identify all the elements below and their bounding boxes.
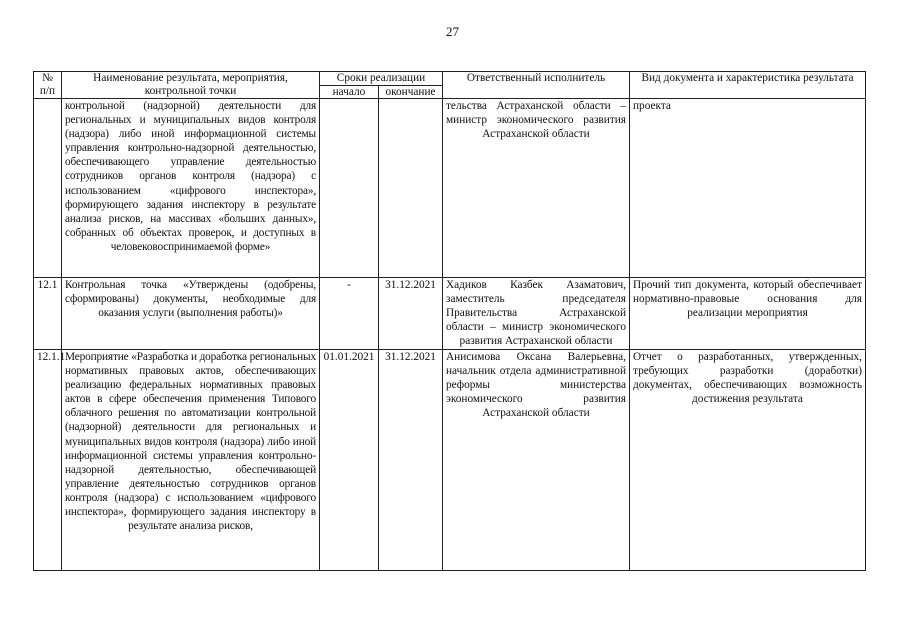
table-row <box>34 99 866 278</box>
cell-start: 01.01.2021 <box>320 350 379 571</box>
table-header <box>34 72 866 99</box>
header-doc-type: Вид документа и характеристика результата <box>630 72 866 99</box>
cell-end: 31.12.2021 <box>379 350 443 571</box>
cell-executor: тельства Астраханской области – министр экономического развития Астраханской области <box>443 99 630 278</box>
cell-num: 12.1 <box>34 278 62 350</box>
header-end: окончание <box>379 85 443 99</box>
cell-end: 31.12.2021 <box>379 278 443 350</box>
cell-doc-type: Прочий тип документа, который обеспечивает нормативно-правовые основания для реализации мероприятия <box>630 278 866 350</box>
plan-table <box>33 71 866 571</box>
cell-name: Контрольная точка «Утверждены (одобрены, сформированы) документы, необходимые для оказания услуги (выполнения работы)» <box>62 278 320 350</box>
cell-start: - <box>320 278 379 350</box>
table-row <box>34 278 866 350</box>
cell-executor: Анисимова Оксана Валерьевна, начальник отдела административной реформы министерства экономического развития Астраханской области <box>443 350 630 571</box>
header-terms: Сроки реализации <box>320 72 443 86</box>
table-row <box>34 350 866 571</box>
page-number: 27 <box>446 24 459 39</box>
cell-num <box>34 99 62 278</box>
header-num: № п/п <box>34 72 62 99</box>
header-name: Наименование результата, мероприятия, контрольной точки <box>62 72 320 99</box>
cell-doc-type: Отчет о разработанных, утвержденных, требующих разработки (доработки) документах, обеспечивающих возможность достижения результата <box>630 350 866 571</box>
cell-doc-type: проекта <box>630 99 866 278</box>
cell-end <box>379 99 443 278</box>
cell-start <box>320 99 379 278</box>
cell-name: контрольной (надзорной) деятельности для региональных и муниципальных видов контроля (надзора) либо иной информационной системы управления контрольно-надзорной деятельностью, обеспечивающего управление деятельностью сотрудников органов контроля (надзора) с использованием «цифрового инспектора», формирующего задания инспектору в результате анализа рисков, на массивах «больших данных», собранных об объектах проверок, и доступных в человековоспринимаемой форме» <box>62 99 320 278</box>
cell-name: Мероприятие «Разработка и доработка региональных нормативных правовых актов, обеспечивающих реализацию федеральных нормативных правовых актов в сфере обеспечения применения Типового облачного решения по автоматизации контрольной (надзорной) деятельности для региональных и муниципальных видов контроля (надзора) либо иной информационной системы управления контрольно-надзорной деятельностью, обеспечивающей управление деятельностью сотрудников органов контроля (надзора) с использованием «цифрового инспектора», формирующего задания инспектору в результате анализа рисков, <box>62 350 320 571</box>
header-start: начало <box>320 85 379 99</box>
header-executor: Ответственный исполнитель <box>443 72 630 99</box>
cell-executor: Хадиков Казбек Азаматович, заместитель председателя Правительства Астраханской области – министр экономического развития Астраханской области <box>443 278 630 350</box>
cell-num: 12.1.1 <box>34 350 62 571</box>
